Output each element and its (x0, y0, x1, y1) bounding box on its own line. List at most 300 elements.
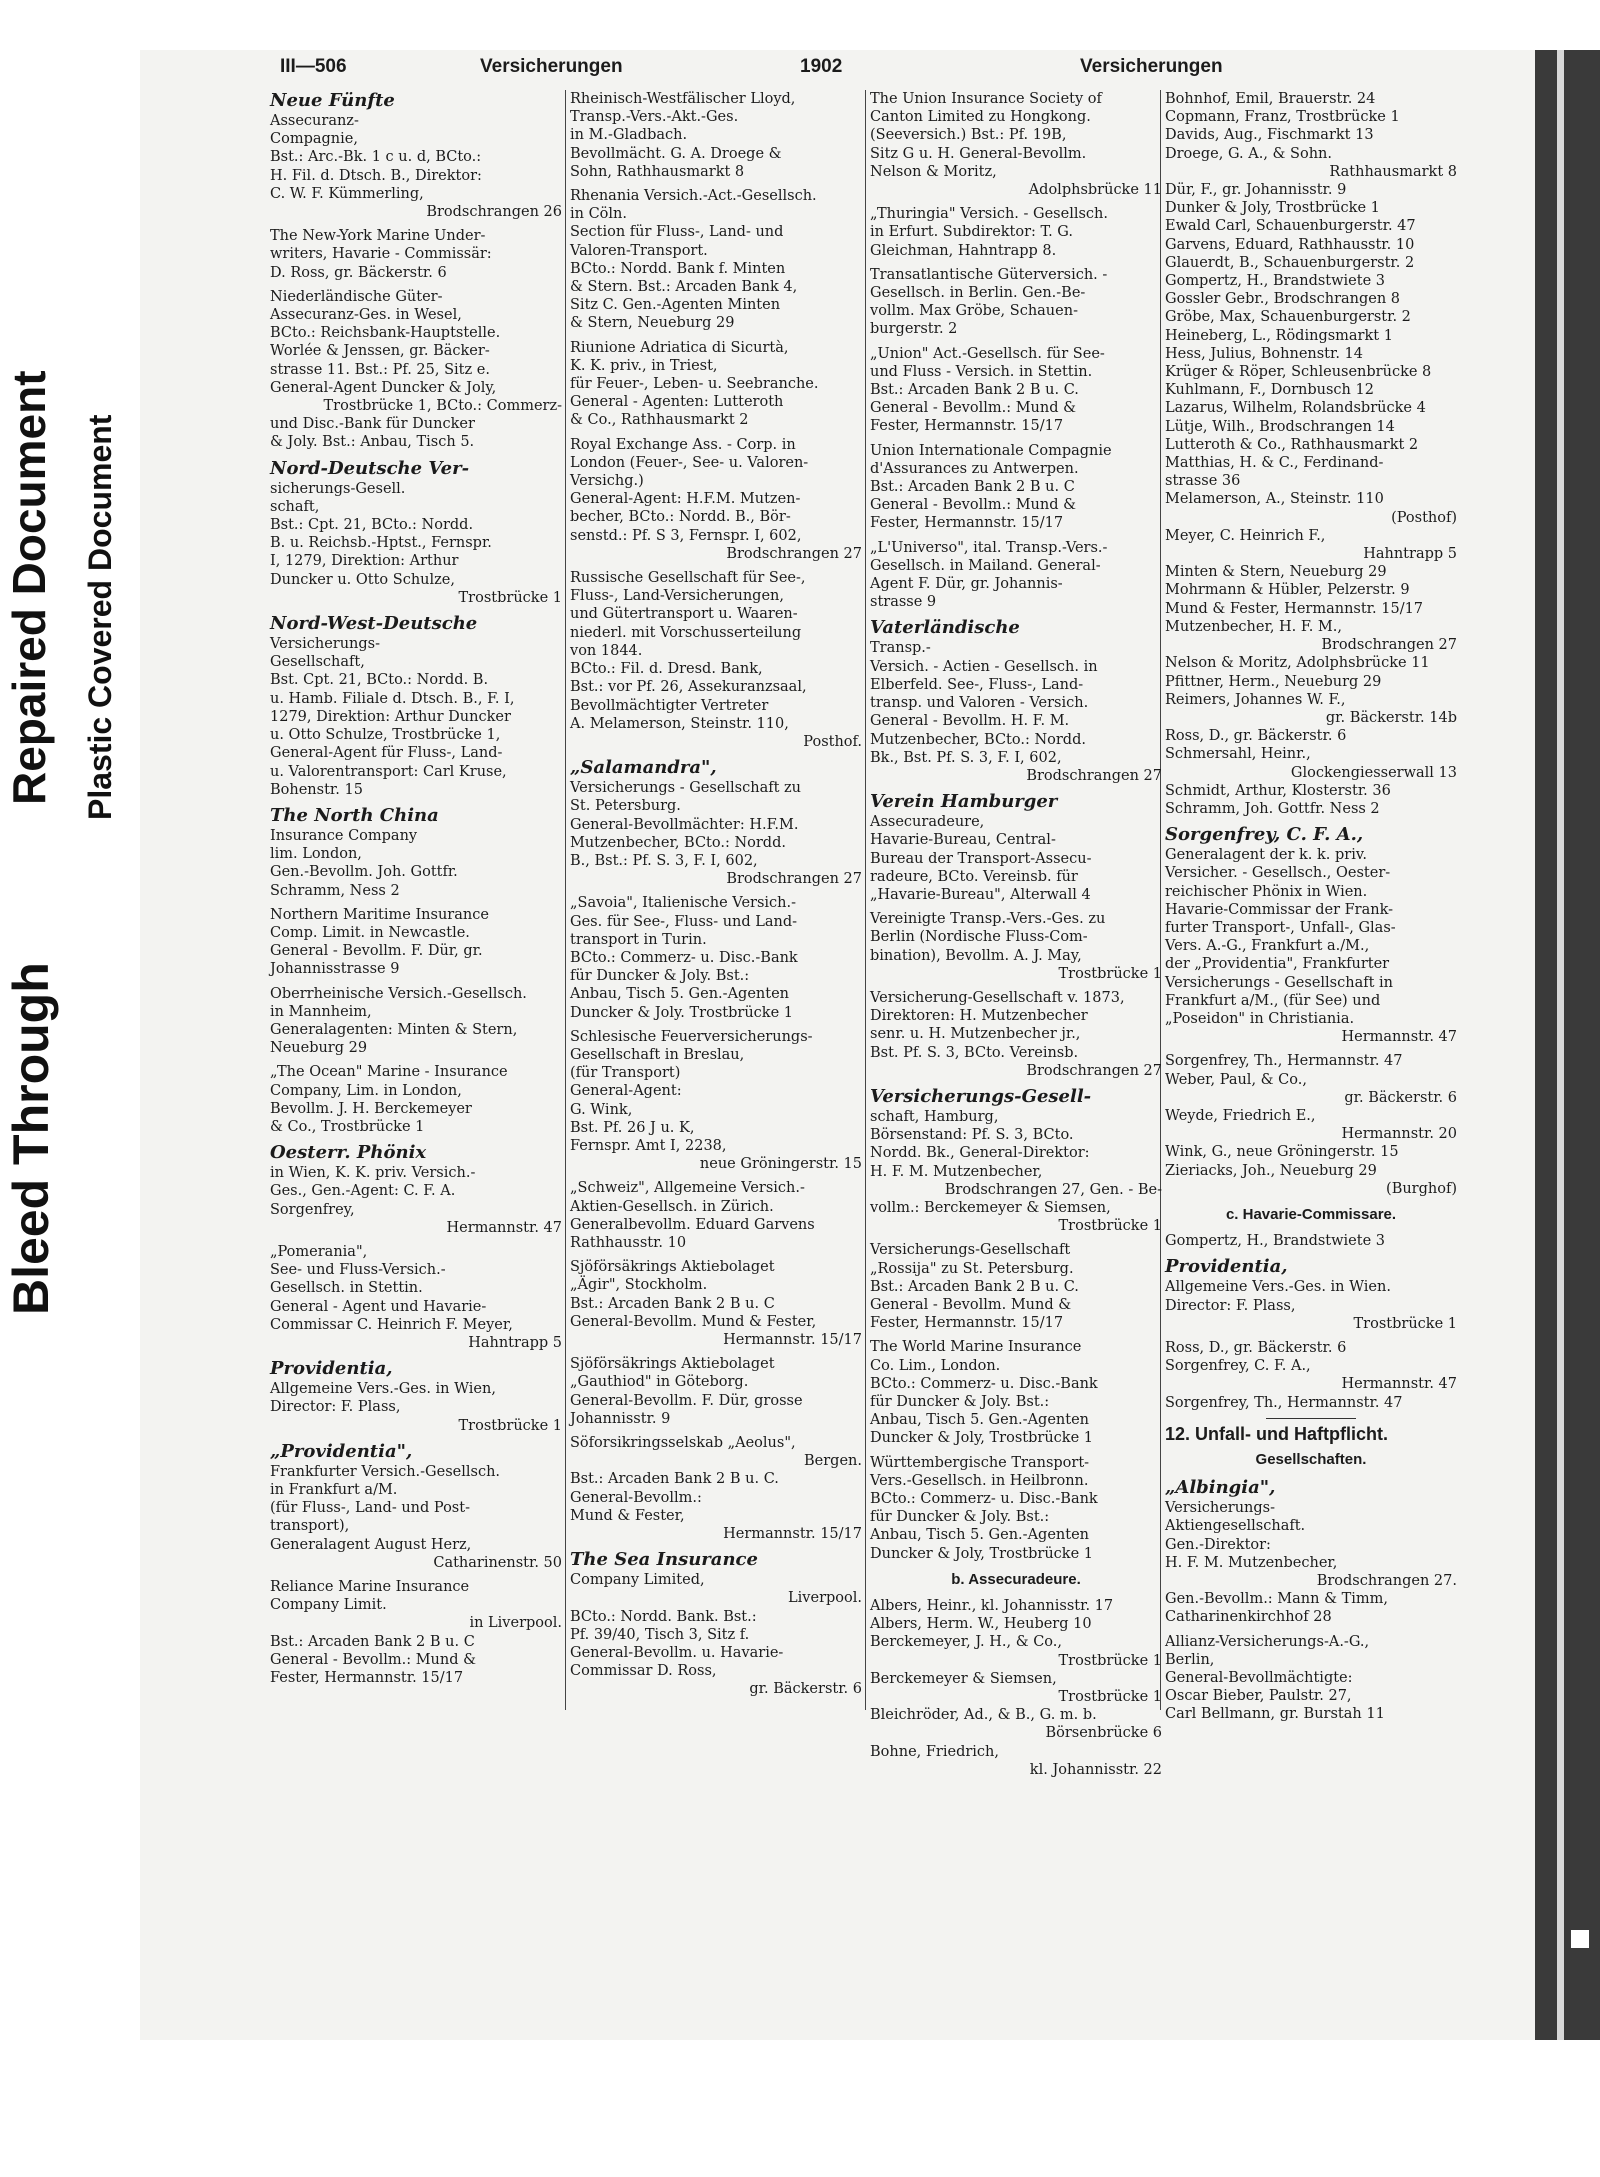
entry-line: für Duncker & Joly. Bst.: (870, 1509, 1050, 1526)
entry-line: Hermannstr. 15/17 (723, 1526, 862, 1543)
column-1 (270, 90, 562, 1693)
entry-line: Vers.-Gesellsch. in Heilbronn. (870, 1472, 1089, 1489)
entry-line: senstd.: Pf. S 3, Fernspr. I, 602, (570, 527, 802, 544)
entry-line: Copmann, Franz, Trostbrücke 1 (1165, 109, 1400, 126)
entry-line: sicherungs-Gesell. (270, 480, 406, 497)
entry-line: Havarie-Commissar der Frank- (1165, 901, 1394, 918)
entry-line: „Gauthiod" in Göteborg. (570, 1374, 749, 1391)
entry-line: „Poseidon" in Christiania. (1165, 1010, 1355, 1027)
entry-line: Section für Fluss-, Land- und (570, 224, 784, 241)
entry-line: Comp. Limit. in Newcastle. (270, 924, 470, 941)
directory-entry (870, 1454, 1162, 1563)
entry-title: „Albingia", (1165, 1477, 1276, 1499)
entry-line: „L'Universo", ital. Transp.-Vers.- (870, 539, 1108, 556)
entry-line: Generalagent August Herz, (270, 1536, 472, 1553)
entry-line: (Posthof) (1391, 509, 1457, 526)
entry-line: Frankfurter Versich.-Gesellsch. (270, 1463, 501, 1480)
directory-entry (1165, 1477, 1457, 1626)
entry-line: Gompertz, H., Brandstwiete 3 (1165, 1233, 1386, 1250)
entry-line: BCto.: Nordd. Bank. Bst.: (570, 1608, 757, 1625)
entry-line: Bohnhof, Emil, Brauerstr. 24 (1165, 91, 1376, 107)
entry-line: A. Melamerson, Steinstr. 110, (570, 715, 789, 732)
entry-line: General-Bevollmächter: H.F.M. (570, 816, 799, 833)
entry-line: Brodschrangen 27. (1316, 1573, 1457, 1590)
directory-entry (570, 1179, 862, 1252)
entry-line: u. Otto Schulze, Trostbrücke 1, (270, 727, 501, 744)
entry-line: Berlin, (1165, 1651, 1215, 1668)
header-year: 1902 (800, 56, 843, 77)
entry-line: H. Fil. d. Dtsch. B., Direktor: (270, 167, 482, 184)
entry-line: Brodschrangen 27 (1026, 1062, 1162, 1079)
entry-line: BCto.: Commerz- u. Disc.-Bank (870, 1491, 1098, 1508)
entry-line: Dür, F., gr. Johannisstr. 9 (1165, 182, 1347, 199)
entry-line: radeure, BCto. Vereinsb. für (870, 868, 1078, 885)
directory-entry (870, 266, 1162, 339)
entry-line: Lutteroth & Co., Rathhausmarkt 2 (1165, 436, 1419, 453)
entry-line: Aktiengesellschaft. (1165, 1518, 1306, 1535)
entry-line: Brodschrangen 27 (1026, 767, 1162, 784)
entry-line: Versichg.) (570, 473, 644, 490)
entry-line: u. Hamb. Filiale d. Dtsch. B., F. I, (270, 690, 515, 707)
entry-line: Rathhausstr. 10 (570, 1234, 687, 1251)
entry-line: Bst.: Arcaden Bank 2 B u. C. (870, 1278, 1079, 1295)
directory-entry (570, 894, 862, 1021)
entry-line: Trostbrücke 1 (1058, 1689, 1162, 1706)
entry-line: Assecuradeure, (870, 814, 985, 831)
entry-line: General - Agent und Havarie- (270, 1298, 487, 1315)
entry-line: General - Bevollm.: Mund & (270, 1651, 477, 1668)
entry-line: General-Agent Duncker & Joly, (270, 379, 497, 396)
entry-line: und Disc.-Bank für Duncker (270, 416, 475, 433)
entry-line: Ross, D., gr. Bäckerstr. 6 (1165, 1340, 1347, 1356)
entry-line: Trostbrücke 1 (458, 1417, 562, 1434)
directory-entry (270, 90, 562, 221)
entry-line: Davids, Aug., Fischmarkt 13 (1165, 127, 1374, 144)
entry-line: Catharinenstr. 50 (433, 1554, 562, 1571)
entry-line: Bevollm. J. H. Berckemeyer (270, 1100, 472, 1117)
entry-line: D. Ross, gr. Bäckerstr. 6 (270, 264, 447, 281)
entry-line: Anbau, Tisch 5. Gen.-Agenten (570, 986, 789, 1003)
entry-line: Nelson & Moritz, (870, 163, 997, 180)
entry-line: Lütje, Wilh., Brodschrangen 14 (1165, 418, 1395, 435)
entry-line: Generalagent der k. k. priv. (1165, 847, 1367, 864)
entry-line: schaft, (270, 498, 320, 515)
entry-line: Glockengiesserwall 13 (1290, 764, 1457, 781)
entry-line: in Wien, K. K. priv. Versich.- (270, 1165, 476, 1182)
entry-line: Börsenbrücke 6 (1045, 1725, 1162, 1742)
entry-line: Trostbrücke 1 (1058, 1218, 1162, 1235)
entry-line: writers, Havarie - Commissär: (270, 246, 492, 263)
entry-line: Versich. - Actien - Gesellsch. in (870, 658, 1098, 675)
entry-line: strasse 9 (870, 594, 937, 611)
entry-line: Börsenstand: Pf. S. 3, BCto. (870, 1127, 1074, 1144)
spine-strip (1557, 50, 1564, 2040)
entry-line: in Cöln. (570, 206, 627, 223)
directory-entry (270, 1441, 562, 1572)
entry-line: Mund & Fester, Hermannstr. 15/17 (1165, 600, 1424, 617)
entry-line: Wink, G., neue Gröningerstr. 15 (1165, 1144, 1399, 1161)
entry-line: Commissar C. Heinrich F. Meyer, (270, 1316, 513, 1333)
directory-entry (870, 205, 1162, 260)
entry-line: Fester, Hermannstr. 15/17 (870, 418, 1064, 435)
entry-line: in M.-Gladbach. (570, 127, 688, 144)
directory-entry (870, 539, 1162, 612)
directory-entry (1165, 1232, 1457, 1250)
entry-line: Company Limited, (570, 1572, 705, 1589)
entry-line: für Duncker & Joly. Bst.: (570, 968, 750, 985)
entry-line: Fluss-, Land-Versicherungen, (570, 588, 784, 605)
entry-line: Brodschrangen 27 (726, 545, 862, 562)
entry-line: „Havarie-Bureau", Alterwall 4 (870, 886, 1091, 903)
entry-line: in Liverpool. (469, 1615, 562, 1632)
entry-line: General - Agenten: Lutteroth (570, 394, 784, 411)
entry-line: Mutzenbecher, BCto.: Nordd. (570, 834, 786, 851)
entry-line: Sorgenfrey, C. F. A., (1165, 1358, 1311, 1375)
entry-line: Hahntrapp 5 (468, 1334, 562, 1351)
entry-line: Neueburg 29 (270, 1040, 368, 1057)
entry-line: Allianz-Versicherungs-A.-G., (1165, 1633, 1370, 1650)
entry-line: Versicherungs-Gesellschaft (870, 1242, 1071, 1259)
entry-line: Gesellsch. in Mailand. General- (870, 557, 1101, 574)
entry-line: Trostbrücke 1 (1353, 1315, 1457, 1332)
entry-line: Ges. für See-, Fluss- und Land- (570, 913, 798, 930)
entry-line: Gompertz, H., Brandstwiete 3 (1165, 273, 1386, 290)
entry-line: Duncker & Joly. Trostbrücke 1 (570, 1004, 793, 1021)
entry-line: Bureau der Transport-Assecu- (870, 850, 1092, 867)
directory-entry (570, 1355, 862, 1428)
entry-line: Berckemeyer & Siemsen, (870, 1670, 1057, 1687)
entry-line: Hermannstr. 47 (446, 1219, 562, 1236)
entry-title: „Salamandra", (570, 757, 717, 779)
entry-line: General-Agent: (570, 1083, 682, 1100)
entry-title: Sorgenfrey, C. F. A., (1165, 824, 1364, 846)
entry-line: General-Bevollm. u. Havarie- (570, 1645, 784, 1662)
entry-line: Sjöförsäkrings Aktiebolaget (570, 1259, 775, 1276)
entry-line: H. F. M. Mutzenbecher, (870, 1163, 1043, 1180)
entry-line: „Pomerania", (270, 1243, 368, 1260)
directory-entry (1165, 1256, 1457, 1333)
directory-entry (1165, 1633, 1457, 1724)
entry-line: Gesellschaft in Breslau, (570, 1046, 745, 1063)
entry-line: & Joly. Bst.: Anbau, Tisch 5. (270, 434, 475, 451)
directory-entry (570, 1434, 862, 1543)
entry-line: General - Bevollm.: Mund & (870, 497, 1077, 514)
entry-line: von 1844. (570, 642, 643, 659)
directory-entry (270, 1142, 562, 1237)
entry-line: Anbau, Tisch 5. Gen.-Agenten (870, 1527, 1089, 1544)
directory-entry (270, 458, 562, 607)
entry-line: „Schweiz", Allgemeine Versich.- (570, 1180, 805, 1197)
side-labels (0, 40, 130, 1315)
entry-line: Johannisstr. 9 (570, 1410, 671, 1427)
entry-line: Bst.: Arc.-Bk. 1 c u. d, BCto.: (270, 149, 482, 166)
entry-line: Company Limit. (270, 1597, 387, 1614)
entry-line: Posthof. (803, 733, 862, 750)
scanned-page (140, 50, 1600, 2040)
entry-line: Agent F. Dür, gr. Johannis- (870, 576, 1063, 593)
entry-title: Verein Hamburger (870, 791, 1058, 813)
entry-line: Havarie-Bureau, Central- (870, 832, 1056, 849)
entry-line: Assecuranz- (270, 113, 359, 129)
entry-line: The Union Insurance Society of (870, 91, 1102, 107)
entry-line: General-Bevollm.: (570, 1489, 702, 1506)
entry-line: Hess, Julius, Bohnenstr. 14 (1165, 345, 1364, 362)
entry-line: Compagnie, (270, 131, 358, 148)
entry-line: & Co., Trostbrücke 1 (270, 1118, 425, 1135)
entry-line: in Mannheim, (270, 1003, 372, 1020)
column-rule (565, 90, 566, 1710)
entry-line: Nordd. Bk., General-Direktor: (870, 1145, 1090, 1162)
entry-line: der „Providentia", Frankfurter (1165, 956, 1390, 973)
entry-line: transport in Turin. (570, 931, 707, 948)
entry-line: Rheinisch-Westfälischer Lloyd, (570, 91, 796, 107)
entry-line: BCto.: Nordd. Bank f. Minten (570, 260, 786, 277)
entry-line: K. K. priv., in Triest, (570, 357, 718, 374)
entry-line: Sitz G u. H. General-Bevollm. (870, 145, 1087, 162)
entry-line: Co. Lim., London. (870, 1357, 1001, 1374)
directory-entry (870, 617, 1162, 785)
directory-entry (570, 1549, 862, 1698)
entry-line: lim. London, (270, 846, 362, 863)
directory-entry (270, 906, 562, 979)
entry-line: furter Transport-, Unfall-, Glas- (1165, 919, 1396, 936)
entry-line: Elberfeld. See-, Fluss-, Land- (870, 676, 1084, 693)
directory-entry (270, 288, 562, 452)
entry-line: Bst.: Cpt. 21, BCto.: Nordd. (270, 517, 474, 534)
entry-line: Reimers, Johannes W. F., (1165, 691, 1346, 708)
entry-line: Mohrmann & Hübler, Pelzerstr. 9 (1165, 582, 1410, 599)
entry-line: Bst. Pf. S. 3, BCto. Vereinsb. (870, 1044, 1079, 1061)
entry-line: Sjöförsäkrings Aktiebolaget (570, 1356, 775, 1373)
directory-entry (1165, 1052, 1457, 1198)
entry-line: Weyde, Friedrich E., (1165, 1107, 1316, 1124)
directory-entry (870, 1338, 1162, 1447)
directory-entry (570, 1258, 862, 1349)
entry-line: für Feuer-, Leben- u. Seebranche. (570, 376, 819, 393)
directory-entry (270, 985, 562, 1058)
entry-line: Bohne, Friedrich, (870, 1743, 999, 1760)
entry-line: Melamerson, A., Steinstr. 110 (1165, 491, 1384, 508)
entry-line: Bst.: Arcaden Bank 2 B u. C (570, 1295, 775, 1312)
entry-line: transp. und Valoren - Versich. (870, 695, 1089, 712)
entry-line: Assecuranz-Ges. in Wesel, (270, 307, 462, 324)
directory-entry (570, 187, 862, 333)
entry-line: Sorgenfrey, Th., Hermannstr. 47 (1165, 1053, 1403, 1070)
entry-title: „Providentia", (270, 1440, 413, 1462)
entry-line: The New-York Marine Under- (270, 228, 486, 245)
entry-line: 1279, Direktion: Arthur Duncker (270, 708, 511, 725)
entry-line: & Stern. Bst.: Arcaden Bank 4, (570, 279, 798, 296)
entry-line: transport), (270, 1518, 350, 1535)
entry-line: Mund & Fester, (570, 1507, 685, 1524)
entry-line: Schramm, Ness 2 (270, 882, 400, 899)
entry-line: & Co., Rathhausmarkt 2 (570, 412, 749, 429)
column-3 (870, 90, 1162, 1785)
entry-line: Johannisstrasse 9 (270, 961, 400, 978)
entry-title: Providentia, (270, 1358, 393, 1380)
entry-line: Meyer, C. Heinrich F., (1165, 527, 1326, 544)
entry-line: (für Transport) (570, 1065, 681, 1082)
entry-line: Niederländische Güter- (270, 288, 443, 305)
entry-line: Fester, Hermannstr. 15/17 (870, 515, 1064, 532)
entry-line: The World Marine Insurance (870, 1339, 1082, 1356)
entry-line: Sitz C. Gen.-Agenten Minten (570, 297, 781, 314)
entry-line: Ges., Gen.-Agent: C. F. A. (270, 1183, 456, 1200)
entry-line: Duncker & Joly, Trostbrücke 1 (870, 1430, 1093, 1447)
directory-entry (570, 757, 862, 888)
entry-line: Sohn, Rathhausmarkt 8 (570, 163, 745, 180)
entry-line: Hermannstr. 20 (1341, 1126, 1457, 1143)
entry-line: „Savoia", Italienische Versich.- (570, 895, 797, 912)
directory-entry (270, 1063, 562, 1136)
entry-line: Gesellsch. in Berlin. Gen.-Be- (870, 285, 1086, 302)
entry-line: Insurance Company (270, 827, 418, 844)
entry-line: Hermannstr. 15/17 (723, 1332, 862, 1348)
entry-line: Schramm, Joh. Gottfr. Ness 2 (1165, 800, 1380, 817)
entry-line: (Seeversich.) Bst.: Pf. 19B, (870, 127, 1067, 144)
entry-line: Mutzenbecher, H. F. M., (1165, 618, 1342, 635)
divider (1266, 1418, 1356, 1419)
entry-line: Generalbevollm. Eduard Garvens (570, 1216, 815, 1233)
entry-line: Northern Maritime Insurance (270, 906, 489, 923)
entry-line: Director: F. Plass, (1165, 1297, 1296, 1314)
entry-line: gr. Bäckerstr. 14b (1325, 709, 1457, 726)
entry-line: Pfittner, Herm., Neueburg 29 (1165, 673, 1382, 690)
entry-line: Bk., Bst. Pf. S. 3, F. I, 602, (870, 749, 1062, 766)
entry-line: Bst. Cpt. 21, BCto.: Nordd. B. (270, 672, 489, 689)
entry-line: London (Feuer-, See- u. Valoren- (570, 454, 809, 471)
entry-line: Bst. Pf. 26 J u. K, (570, 1119, 695, 1136)
directory-entry (870, 1241, 1162, 1332)
directory-entry (1165, 90, 1457, 818)
entry-line: BCto.: Reichsbank-Hauptstelle. (270, 325, 501, 342)
entry-line: senr. u. H. Mutzenbecher jr., (870, 1026, 1081, 1043)
entry-line: in Erfurt. Subdirektor: T. G. (870, 224, 1073, 241)
entry-line: Bevollmächt. G. A. Droege & (570, 145, 782, 162)
entry-line: Gen.-Direktor: (1165, 1536, 1271, 1553)
page-header (280, 50, 1520, 84)
entry-line: Fester, Hermannstr. 15/17 (870, 1315, 1064, 1332)
directory-entry (1165, 824, 1457, 1046)
entry-line: Albers, Heinr., kl. Johannisstr. 17 (870, 1598, 1114, 1615)
entry-line: Worlée & Jenssen, gr. Bäcker- (270, 343, 490, 360)
section-heading: 12. Unfall- und Haftpflicht. (1165, 1423, 1388, 1444)
entry-line: Trostbrücke 1 (1058, 1652, 1162, 1669)
entry-line: Canton Limited zu Hongkong. (870, 109, 1091, 126)
entry-line: BCto.: Commerz- u. Disc.-Bank (570, 949, 798, 966)
entry-line: Catharinenkirchhof 28 (1165, 1609, 1332, 1626)
directory-entry (1165, 1339, 1457, 1412)
entry-line: Commissar D. Ross, (570, 1663, 717, 1680)
entry-title: Oesterr. Phönix (270, 1142, 427, 1164)
entry-line: Bst.: Arcaden Bank 2 B u. C. (870, 382, 1079, 399)
entry-line: & Stern, Neueburg 29 (570, 315, 735, 332)
entry-line: (Burghof) (1386, 1180, 1457, 1197)
entry-line: und Gütertransport u. Waaren- (570, 606, 798, 623)
entry-line: Kuhlmann, F., Dornbusch 12 (1165, 382, 1374, 399)
label-plastic-covered: Plastic Covered Document (82, 414, 118, 820)
entry-line: Hahntrapp 5 (1363, 546, 1457, 563)
label-repaired-document: Repaired Document (3, 370, 55, 805)
entry-line: Glauerdt, B., Schauenburgerstr. 2 (1165, 254, 1415, 271)
entry-line: Gesellschaft, (270, 654, 365, 671)
entry-line: C. W. F. Kümmerling, (270, 185, 424, 202)
label-bleed-through: Bleed Through (3, 962, 59, 1315)
entry-line: Trostbrücke 1 (458, 589, 562, 606)
entry-line: Schlesische Feuerversicherungs- (570, 1028, 813, 1045)
entry-line: Mutzenbecher, BCto.: Nordd. (870, 731, 1086, 748)
entry-line: General-Bevollmächtigte: (1165, 1670, 1353, 1687)
entry-line: General - Bevollm.: Mund & (870, 400, 1077, 417)
entry-line: Nelson & Moritz, Adolphsbrücke 11 (1165, 655, 1430, 672)
entry-line: Pf. 39/40, Tisch 3, Sitz f. (570, 1626, 750, 1643)
book-spine (1535, 50, 1600, 2040)
entry-line: St. Petersburg. (570, 798, 681, 815)
entry-line: Bst.: vor Pf. 26, Assekuranzsaal, (570, 679, 807, 696)
header-left-title: Versicherungen (480, 56, 623, 77)
entry-line: Bevollmächtigter Vertreter (570, 697, 769, 714)
header-right-title: Versicherungen (1080, 56, 1223, 77)
entry-line: Transp.- (870, 640, 931, 657)
entry-line: Riunione Adriatica di Sicurtà, (570, 339, 789, 356)
entry-line: Ewald Carl, Schauenburgerstr. 47 (1165, 218, 1416, 235)
entry-line: Frankfurt a/M., (für See) und (1165, 992, 1381, 1009)
entry-line: „Rossija" zu St. Petersburg. (870, 1260, 1074, 1277)
entry-line: neue Gröningerstr. 15 (699, 1156, 862, 1173)
entry-line: See- und Fluss-Versich.- (270, 1262, 446, 1279)
entry-title: Providentia, (1165, 1256, 1288, 1278)
entry-line: General-Bevollm. Mund & Fester, (570, 1313, 817, 1330)
column-rule (865, 90, 866, 1710)
entry-line: vollm.: Berckemeyer & Siemsen, (870, 1199, 1111, 1216)
entry-line: gr. Bäckerstr. 6 (1344, 1089, 1457, 1106)
entry-line: (für Fluss-, Land- und Post- (270, 1500, 470, 1517)
entry-line: becher, BCto.: Nordd. B., Bör- (570, 509, 791, 526)
entry-line: Company, Lim. in London, (270, 1082, 462, 1099)
entry-line: General - Bevollm. F. Dür, gr. (270, 943, 483, 960)
entry-line: Bst.: Arcaden Bank 2 B u. C. (570, 1471, 779, 1488)
entry-line: Rhenania Versich.-Act.-Gesellsch. (570, 188, 817, 205)
entry-line: burgerstr. 2 (870, 321, 958, 338)
entry-title: Neue Fünfte (270, 90, 395, 111)
entry-line: General - Bevollm. Mund & (870, 1296, 1072, 1313)
entry-line: Bergen. (804, 1453, 862, 1470)
entry-line: Minten & Stern, Neueburg 29 (1165, 564, 1387, 581)
directory-entry (870, 910, 1162, 983)
entry-line: H. F. M. Mutzenbecher, (1165, 1554, 1338, 1571)
entry-title: The Sea Insurance (570, 1549, 758, 1571)
entry-line: Oberrheinische Versich.-Gesellsch. (270, 985, 527, 1002)
entry-line: Brodschrangen 26 (426, 204, 562, 221)
entry-line: Bleichröder, Ad., & B., G. m. b. (870, 1707, 1097, 1724)
entry-line: Carl Bellmann, gr. Burstah 11 (1165, 1706, 1385, 1723)
entry-line: Lazarus, Wilhelm, Rolandsbrücke 4 (1165, 400, 1426, 417)
entry-line: Vers. A.-G., Frankfurt a./M., (1165, 938, 1370, 955)
directory-entry (270, 1358, 562, 1435)
entry-line: „Ägir", Stockholm. (570, 1277, 708, 1294)
entry-line: Sorgenfrey, Th., Hermannstr. 47 (1165, 1394, 1403, 1411)
entry-line: Trostbrücke 1, BCto.: Commerz- (323, 398, 562, 415)
entry-line: Allgemeine Vers.-Ges. in Wien, (270, 1381, 496, 1398)
directory-entry (570, 90, 862, 181)
column-2 (570, 90, 862, 1705)
entry-line: Trostbrücke 1 (1058, 965, 1162, 982)
entry-title: Nord-West-Deutsche (270, 613, 478, 635)
subheading: Gesellschaften. (1255, 1451, 1367, 1469)
entry-line: Liverpool. (788, 1590, 862, 1607)
entry-line: strasse 36 (1165, 473, 1241, 490)
entry-line: kl. Johannisstr. 22 (1029, 1761, 1162, 1778)
